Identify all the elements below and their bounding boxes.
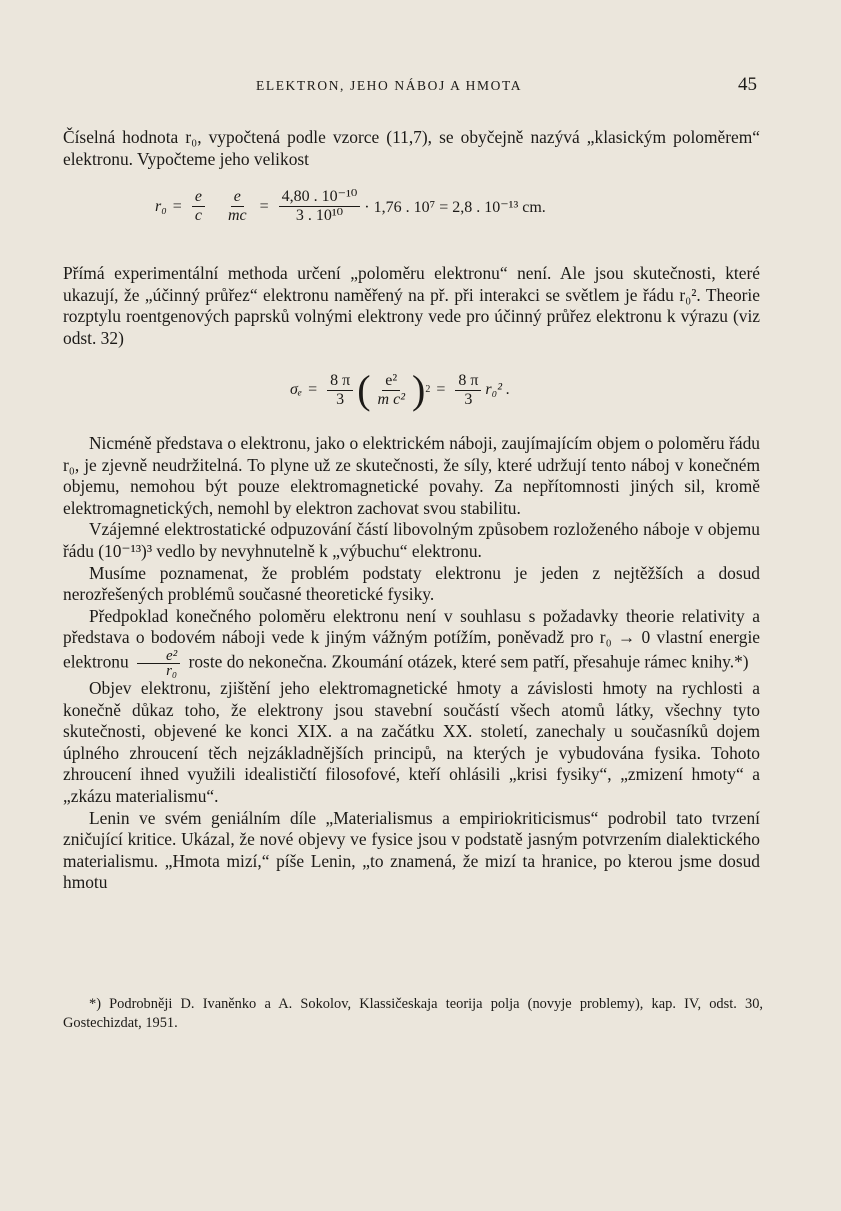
footnote-text: *) Podrobněji D. Ivaněnko a A. Sokolov, Klassičeskaja teorija polja (novyje problemy), kap. IV, odst. 30, Gostechizdat, 1951.: [63, 996, 763, 1031]
paragraph-3: Nicméně představa o elektronu, jako o elektrickém náboji, zaujímajícím objem o poloměru řádu r₀, je zjevně neudržitelná. To plyne už ze skutečnosti, že síly, které udržují tento náboj v konečném objemu, nemohou být pouze elektromagnetické povahy. Za nepřítomnosti jiných sil, kromě elektromagnetických, nemohl by elektron zachovat svou stabilitu.: [63, 433, 760, 518]
paragraph-2: [63, 263, 760, 349]
paragraph-1-text: Číselná hodnota r₀, vypočtená podle vzorce (11,7), se obyčejně nazývá „klasickým poloměrem“ elektronu. Vypočteme jeho velikost: [63, 127, 760, 169]
paragraph-2-text: Přímá experimentální methoda určení „poloměru elektronu“ není. Ale jsou skutečnosti, které ukazují, že „účinný průřez“ elektronu naměřený na př. při interakci se světlem je řádu r₀². Theorie rozptylu roentgenových paprsků volnými elektrony vede pro účinný průřez elektronu k výrazu (viz odst. 32): [63, 263, 760, 348]
paragraph-6: [63, 606, 760, 678]
energy-frac-num: e²: [137, 649, 180, 664]
eq2-frac3-den: 3: [464, 390, 473, 408]
eq2-frac2-num: e²: [382, 372, 400, 391]
eq1-frac2-den: mc: [227, 207, 247, 224]
eq1-frac3-den: 3 . 10¹⁰: [295, 207, 344, 224]
energy-frac-den: r₀: [166, 662, 178, 679]
eq1-lhs: r₀: [155, 197, 167, 215]
eq1-frac1-den: c: [194, 207, 202, 224]
eq2-lhs: σₑ: [290, 381, 303, 398]
eq1-rhs: · 1,76 . 10⁷ = 2,8 . 10⁻¹³ cm.: [364, 198, 546, 216]
eq1-frac3-num: 4,80 . 10⁻¹⁰: [279, 188, 361, 207]
equation-classical-radius: r₀ = $\frac{e}{c}$ $\frac{e}{mc}$ = $\frac{\text{4,80 . 10⁻¹⁰}}{\text{3 . 10¹⁰}}$ · 1,76 . 10⁷ = 2,8 . 10⁻¹³ cm.: [155, 188, 546, 224]
eq2-frac2-den: m c²: [377, 390, 405, 408]
paragraph-5: Musíme poznamenat, že problém podstaty elektronu je jeden z nejtěžších a dosud nerozřešených problémů současné theoretické fysiky.: [63, 562, 760, 605]
paragraph-7: Objev elektronu, zjištění jeho elektromagnetické hmoty a závislosti hmoty na rychlosti a konečně důkaz toho, že elektrony jsou stavební součástí všech atomů látky, všechny tyto skutečnosti, objevené ke konci XIX. a na začátku XX. století, zanechaly u současníků dojem úplného zhroucení těch nejzákladnějších principů, na kterých je vybudována fysika. Tohoto zhroucení ihned využili idealističtí filosofové, kteří ohlásili „krisi fysiky“, „zmizení hmoty“ a „zkázu materialismu“.: [63, 677, 760, 806]
running-title: ELEKTRON, JEHO NÁBOJ A HMOTA: [256, 78, 523, 93]
eq2-frac1-den: 3: [336, 390, 345, 408]
main-text-block: [63, 433, 760, 894]
eq2-frac1-num: 8 π: [327, 372, 353, 391]
equation-cross-section: σₑ = $\frac{8 \pi}{3}$ ( $\frac{\text{e²}}{\text{m c²}}$ ) 2 = $\frac{8 \pi}{3}$ r₀² .: [290, 367, 511, 412]
paragraph-8: Lenin ve svém geniálním díle „Materialismus a empiriokriticismus“ podrobil tato tvrzení zničující kritice. Ukázal, že nové objevy ve fysice jsou v podstatě jasným potvrzením dialektického materialismu. „Hmota mizí,“ píše Lenin, „to znamená, že mizí ta hranice, po kterou jsme dosud hmotu: [63, 807, 760, 893]
eq1-frac2-num: e: [231, 188, 244, 207]
paragraph-6-part-b: roste do nekonečna. Zkoumání otázek, které sem patří, přesahuje rámec knihy.*): [188, 651, 749, 672]
paragraph-6-part-a: Předpoklad konečného poloměru elektronu není v souhlasu s požadavky theorie relativity a představa o bodovém náboji vede k jiným vážným potížím, poněvadž pro r₀ → 0 vlastní energie elektronu: [63, 605, 760, 672]
eq1-frac1-num: e: [192, 188, 205, 207]
eq2-frac3-num: 8 π: [455, 372, 481, 391]
footnote: [63, 995, 763, 1033]
paragraph-4: Vzájemné elektrostatické odpuzování částí libovolným způsobem rozloženého náboje v objemu řádu (10⁻¹³)³ vedlo by nevyhnutelně k „výbuchu“ elektronu.: [63, 519, 760, 561]
page-number: 45: [738, 74, 757, 95]
eq2-rhs: r₀² .: [485, 381, 511, 398]
paragraph-1: [63, 127, 760, 170]
